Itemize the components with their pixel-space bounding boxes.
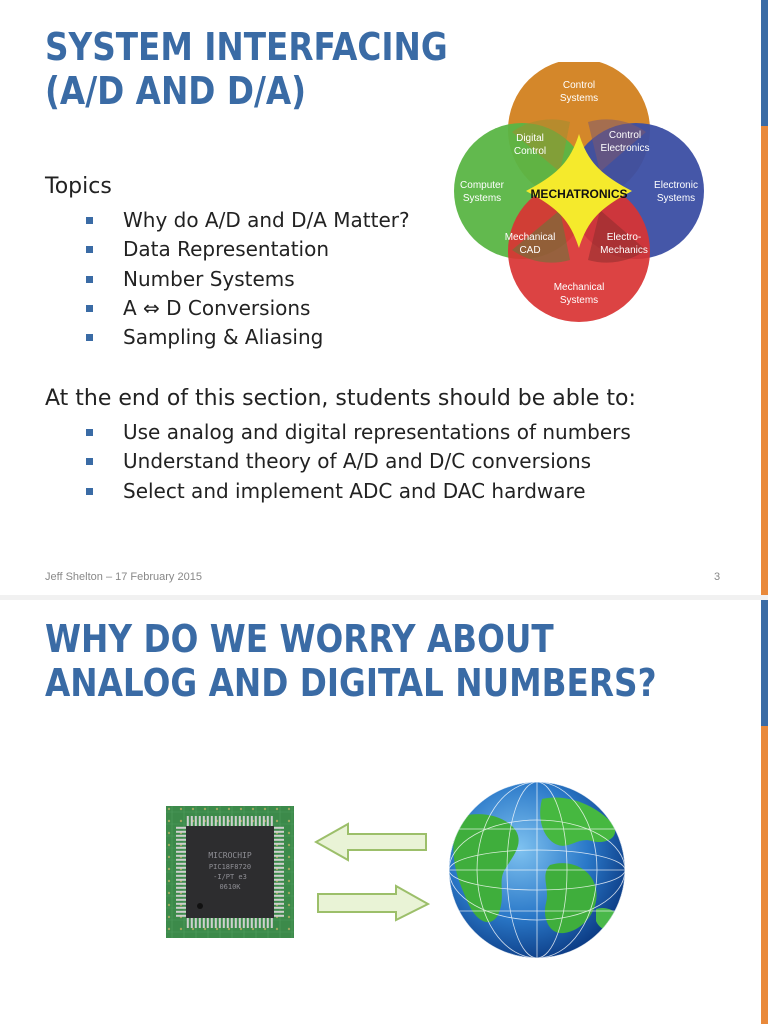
digital-control-label-1: Digital [516, 133, 544, 144]
topics-heading: Topics [45, 174, 112, 199]
electronic-systems-label-1: Electronic [654, 180, 698, 191]
topic-item: A ⇔ D Conversions [86, 294, 410, 323]
mechatronics-label: MECHATRONICS [530, 187, 628, 201]
electro-mechanics-label-1: Electro- [606, 232, 642, 243]
chip-label-brand: MICROCHIP [208, 851, 252, 860]
objectives-heading: At the end of this section, students should be able to: [45, 386, 636, 411]
side-accent-orange [761, 126, 768, 596]
slide-1-title-line-1: SYSTEM INTERFACING [45, 25, 448, 69]
right-arrow-icon [318, 886, 428, 920]
side-accent-blue [761, 600, 768, 726]
control-systems-label-2: Systems [559, 93, 599, 104]
electronic-systems-label-2: Systems [656, 193, 696, 204]
control-systems-label-1: Control [562, 80, 596, 91]
globe-image [446, 779, 628, 961]
footer-page-number: 3 [714, 571, 721, 583]
topics-list [86, 206, 410, 352]
topic-item: Sampling & Aliasing [86, 323, 410, 352]
digital-control-label-2: Control [513, 146, 547, 157]
chip-label-pkg: -I/PT e3 [213, 873, 247, 881]
objective-item: Understand theory of A/D and D/C conversions [86, 447, 631, 476]
conversion-arrows [314, 822, 430, 922]
mechatronics-venn-diagram [450, 62, 710, 326]
topic-item: Data Representation [86, 235, 410, 264]
chip-label-lot: 0610K [219, 883, 241, 891]
bullet-icon [86, 305, 93, 312]
slide-2 [0, 600, 768, 1024]
bullet-icon [86, 276, 93, 283]
objective-item: Use analog and digital representations of numbers [86, 418, 631, 447]
objectives-list [86, 418, 631, 506]
bullet-icon [86, 334, 93, 341]
mechanical-cad-label-2: CAD [519, 245, 541, 256]
mechanical-systems-label-1: Mechanical [553, 282, 605, 293]
mechanical-systems-label-2: Systems [559, 295, 599, 306]
bullet-icon [86, 217, 93, 224]
microchip-image [166, 806, 294, 938]
mechanical-cad-label-1: Mechanical [504, 232, 556, 243]
side-accent-blue [761, 0, 768, 126]
computer-systems-label-1: Computer [460, 180, 504, 191]
topic-item: Why do A/D and D/A Matter? [86, 206, 410, 235]
bullet-icon [86, 488, 93, 495]
control-electronics-label-2: Electronics [600, 143, 650, 154]
bullet-icon [86, 429, 93, 436]
computer-systems-label-2: Systems [462, 193, 502, 204]
slide-2-title-line-2: ANALOG AND DIGITAL NUMBERS? [45, 661, 657, 705]
bullet-icon [86, 458, 93, 465]
left-arrow-icon [316, 824, 426, 860]
footer-author-date: Jeff Shelton – 17 February 2015 [45, 571, 202, 583]
topic-item: Number Systems [86, 265, 410, 294]
slide-1-title-line-2: (A/D AND D/A) [45, 69, 307, 113]
chip-label-part: PIC18F8720 [208, 863, 252, 871]
objective-item: Select and implement ADC and DAC hardware [86, 477, 631, 506]
side-accent-orange [761, 726, 768, 1024]
bullet-icon [86, 246, 93, 253]
control-electronics-label-1: Control [608, 130, 642, 141]
slide-2-title-line-1: WHY DO WE WORRY ABOUT [45, 617, 554, 661]
electro-mechanics-label-2: Mechanics [600, 245, 648, 256]
